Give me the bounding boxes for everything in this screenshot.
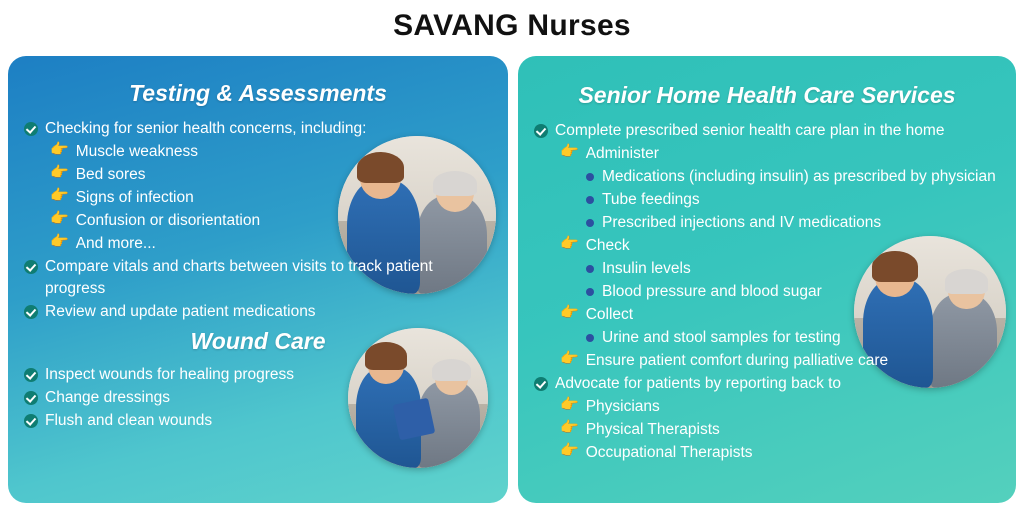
- check-icon: [24, 391, 38, 405]
- dot-icon: [586, 219, 594, 227]
- list-item-label: Administer: [585, 145, 659, 162]
- list-item-label: Complete prescribed senior health care plan in the home: [555, 122, 945, 139]
- list-item: [534, 120, 1000, 142]
- list-item-label: Change dressings: [45, 389, 170, 406]
- section-title-senior-home-health-care-services: Senior Home Health Care Services: [578, 82, 956, 108]
- pointing-hand-icon: 👉: [560, 442, 579, 459]
- dot-icon: [586, 265, 594, 273]
- dot-icon: [586, 196, 594, 204]
- list-item: [24, 410, 492, 432]
- list-item-label: Tube feedings: [602, 191, 700, 208]
- list-item-label: Occupational Therapists: [585, 444, 753, 461]
- list-item: [534, 419, 1000, 441]
- list-item: [534, 373, 1000, 395]
- section-title-wound-care: Wound Care: [190, 328, 326, 354]
- list-item: [24, 141, 492, 163]
- check-icon: [24, 368, 38, 382]
- check-icon: [24, 414, 38, 428]
- list-item-label: Flush and clean wounds: [45, 412, 213, 429]
- pointing-hand-icon: 👉: [50, 164, 69, 181]
- right-panel: [518, 56, 1016, 503]
- list-item-label: And more...: [75, 235, 156, 252]
- list-item-label: Prescribed injections and IV medications: [602, 214, 882, 231]
- pointing-hand-icon: 👉: [560, 235, 579, 252]
- dot-icon: [586, 334, 594, 342]
- pointing-hand-icon: 👉: [560, 143, 579, 160]
- list-item-label: Check: [585, 237, 630, 254]
- list-item: [534, 350, 1000, 372]
- list-item: [24, 364, 492, 386]
- list-item-label: Signs of infection: [75, 189, 194, 206]
- list-item-label: Physical Therapists: [585, 421, 720, 438]
- list-item: [24, 210, 492, 232]
- list-item-label: Review and update patient medications: [45, 303, 316, 320]
- list-item-label: Insulin levels: [602, 260, 691, 277]
- check-icon: [24, 260, 38, 274]
- list-item-label: Bed sores: [75, 166, 146, 183]
- pointing-hand-icon: 👉: [560, 304, 579, 321]
- pointing-hand-icon: 👉: [50, 210, 69, 227]
- list-item-label: Blood pressure and blood sugar: [602, 283, 822, 300]
- list-senior-home-health-care-services: [534, 120, 1000, 464]
- list-item: [534, 189, 1000, 211]
- list-item: [534, 166, 1000, 188]
- pointing-hand-icon: 👉: [50, 233, 69, 250]
- list-item-label: Muscle weakness: [75, 143, 199, 160]
- list-item-label: Physicians: [585, 398, 660, 415]
- dot-icon: [586, 288, 594, 296]
- list-item-label: Checking for senior health concerns, including:: [45, 120, 367, 137]
- list-item: [24, 187, 492, 209]
- panels-container: [8, 56, 1016, 503]
- list-item-label: Confusion or disorientation: [75, 212, 261, 229]
- list-item-label: Urine and stool samples for testing: [602, 329, 841, 346]
- list-item: [24, 256, 492, 300]
- list-item-label: Advocate for patients by reporting back to: [555, 375, 842, 392]
- list-wound-care: [24, 364, 492, 432]
- pointing-hand-icon: 👉: [560, 350, 579, 367]
- check-icon: [24, 305, 38, 319]
- dot-icon: [586, 173, 594, 181]
- check-icon: [534, 124, 548, 138]
- list-item: [534, 442, 1000, 464]
- list-item-label: Inspect wounds for healing progress: [45, 366, 295, 383]
- list-item: [534, 258, 1000, 280]
- list-item: [24, 387, 492, 409]
- list-item: [24, 118, 492, 140]
- list-item: [24, 164, 492, 186]
- section-title-testing-assessments: Testing & Assessments: [129, 80, 387, 106]
- list-testing-assessments: [24, 118, 492, 323]
- list-item: [534, 212, 1000, 234]
- list-item: [24, 301, 492, 323]
- list-item: [534, 396, 1000, 418]
- list-item: [534, 304, 1000, 326]
- list-item: [534, 143, 1000, 165]
- pointing-hand-icon: 👉: [560, 419, 579, 436]
- left-panel: [8, 56, 508, 503]
- list-item-label: Collect: [585, 306, 634, 323]
- pointing-hand-icon: 👉: [50, 187, 69, 204]
- list-item: [534, 235, 1000, 257]
- list-item-label: Medications (including insulin) as prescribed by physician: [602, 168, 996, 185]
- pointing-hand-icon: 👉: [560, 396, 579, 413]
- list-item: [534, 281, 1000, 303]
- check-icon: [534, 377, 548, 391]
- list-item: [534, 327, 1000, 349]
- list-item-label: Compare vitals and charts between visits to track patient progress: [45, 258, 433, 297]
- pointing-hand-icon: 👉: [50, 141, 69, 158]
- list-item-label: Ensure patient comfort during palliative care: [585, 352, 889, 369]
- page-title: SAVANG Nurses: [393, 9, 631, 42]
- check-icon: [24, 122, 38, 136]
- list-item: [24, 233, 492, 255]
